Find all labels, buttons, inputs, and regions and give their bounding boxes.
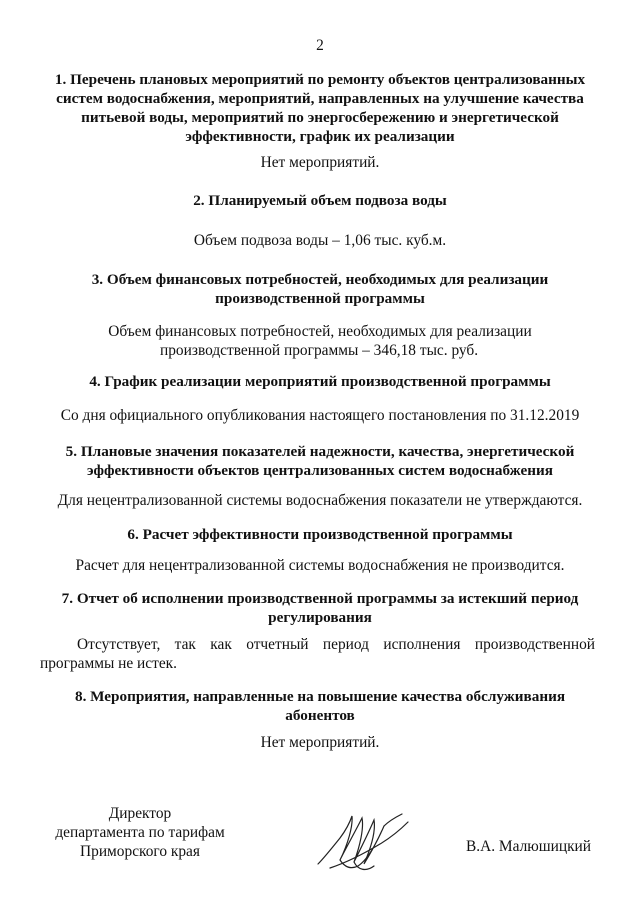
section-1-heading-line: систем водоснабжения, мероприятий, направленных на улучшение качества [56,90,584,107]
handwritten-signature [310,800,420,880]
section-8-body: Нет мероприятий. [260,734,380,751]
section-6-heading: 6. Расчет эффективности производственной программы [127,526,513,543]
page-number: 2 [316,37,324,54]
section-3-body-line: производственной программы – 346,18 тыс. руб. [160,342,479,359]
signatory-title-line: Директор [108,805,172,822]
section-4-body: Со дня официального опубликования настоящего постановления по 31.12.2019 [60,407,580,424]
section-8-heading-line: абонентов [285,707,355,724]
section-2-body: Объем подвоза воды – 1,06 тыс. куб.м. [193,232,447,249]
section-7-heading [20,589,620,627]
section-7-heading-line: 7. Отчет об исполнении производственной программы за истекший период [61,590,579,607]
section-2-heading: 2. Планируемый объем подвоза воды [193,192,447,209]
section-6-body: Расчет для нецентрализованной системы водоснабжения не производится. [75,557,565,574]
signatory-title [30,804,250,861]
section-8-heading-line: 8. Мероприятия, направленные на повышение качества обслуживания [74,688,566,705]
section-7-body [40,635,595,673]
section-1-heading-line: питьевой воды, мероприятий по энергосбережению и энергетической [81,109,559,126]
section-3-body-line: Объем финансовых потребностей, необходимых для реализации [108,323,532,340]
signatory-title-line: департамента по тарифам [55,824,225,841]
section-1-heading-line: эффективности, график их реализации [185,128,455,145]
section-4-heading: 4. График реализации мероприятий производственной программы [89,373,551,390]
section-1-heading-line: 1. Перечень плановых мероприятий по ремонту объектов централизованных [54,71,586,88]
section-3-heading-line: 3. Объем финансовых потребностей, необходимых для реализации [91,271,549,288]
section-5-heading-line: эффективности объектов централизованных систем водоснабжения [87,462,553,479]
section-8-heading [20,687,620,725]
section-1-heading [20,70,620,146]
section-3-heading-line: производственной программы [215,290,425,307]
section-1-body: Нет мероприятий. [260,154,380,171]
section-3-body [0,322,640,360]
section-7-heading-line: регулирования [268,609,372,626]
section-7-body-line: программы не истек. [40,655,177,672]
section-5-heading-line: 5. Плановые значения показателей надежности, качества, энергетической [65,443,575,460]
section-7-body-line: Отсутствует, так как отчетный период исполнения производственной [77,636,595,653]
section-5-heading [20,442,620,480]
section-3-heading [20,270,620,308]
signatory-title-line: Приморского края [80,843,200,860]
signatory-name: В.А. Малюшицкий [466,838,592,855]
section-5-body: Для нецентрализованной системы водоснабжения показатели не утверждаются. [57,492,583,509]
